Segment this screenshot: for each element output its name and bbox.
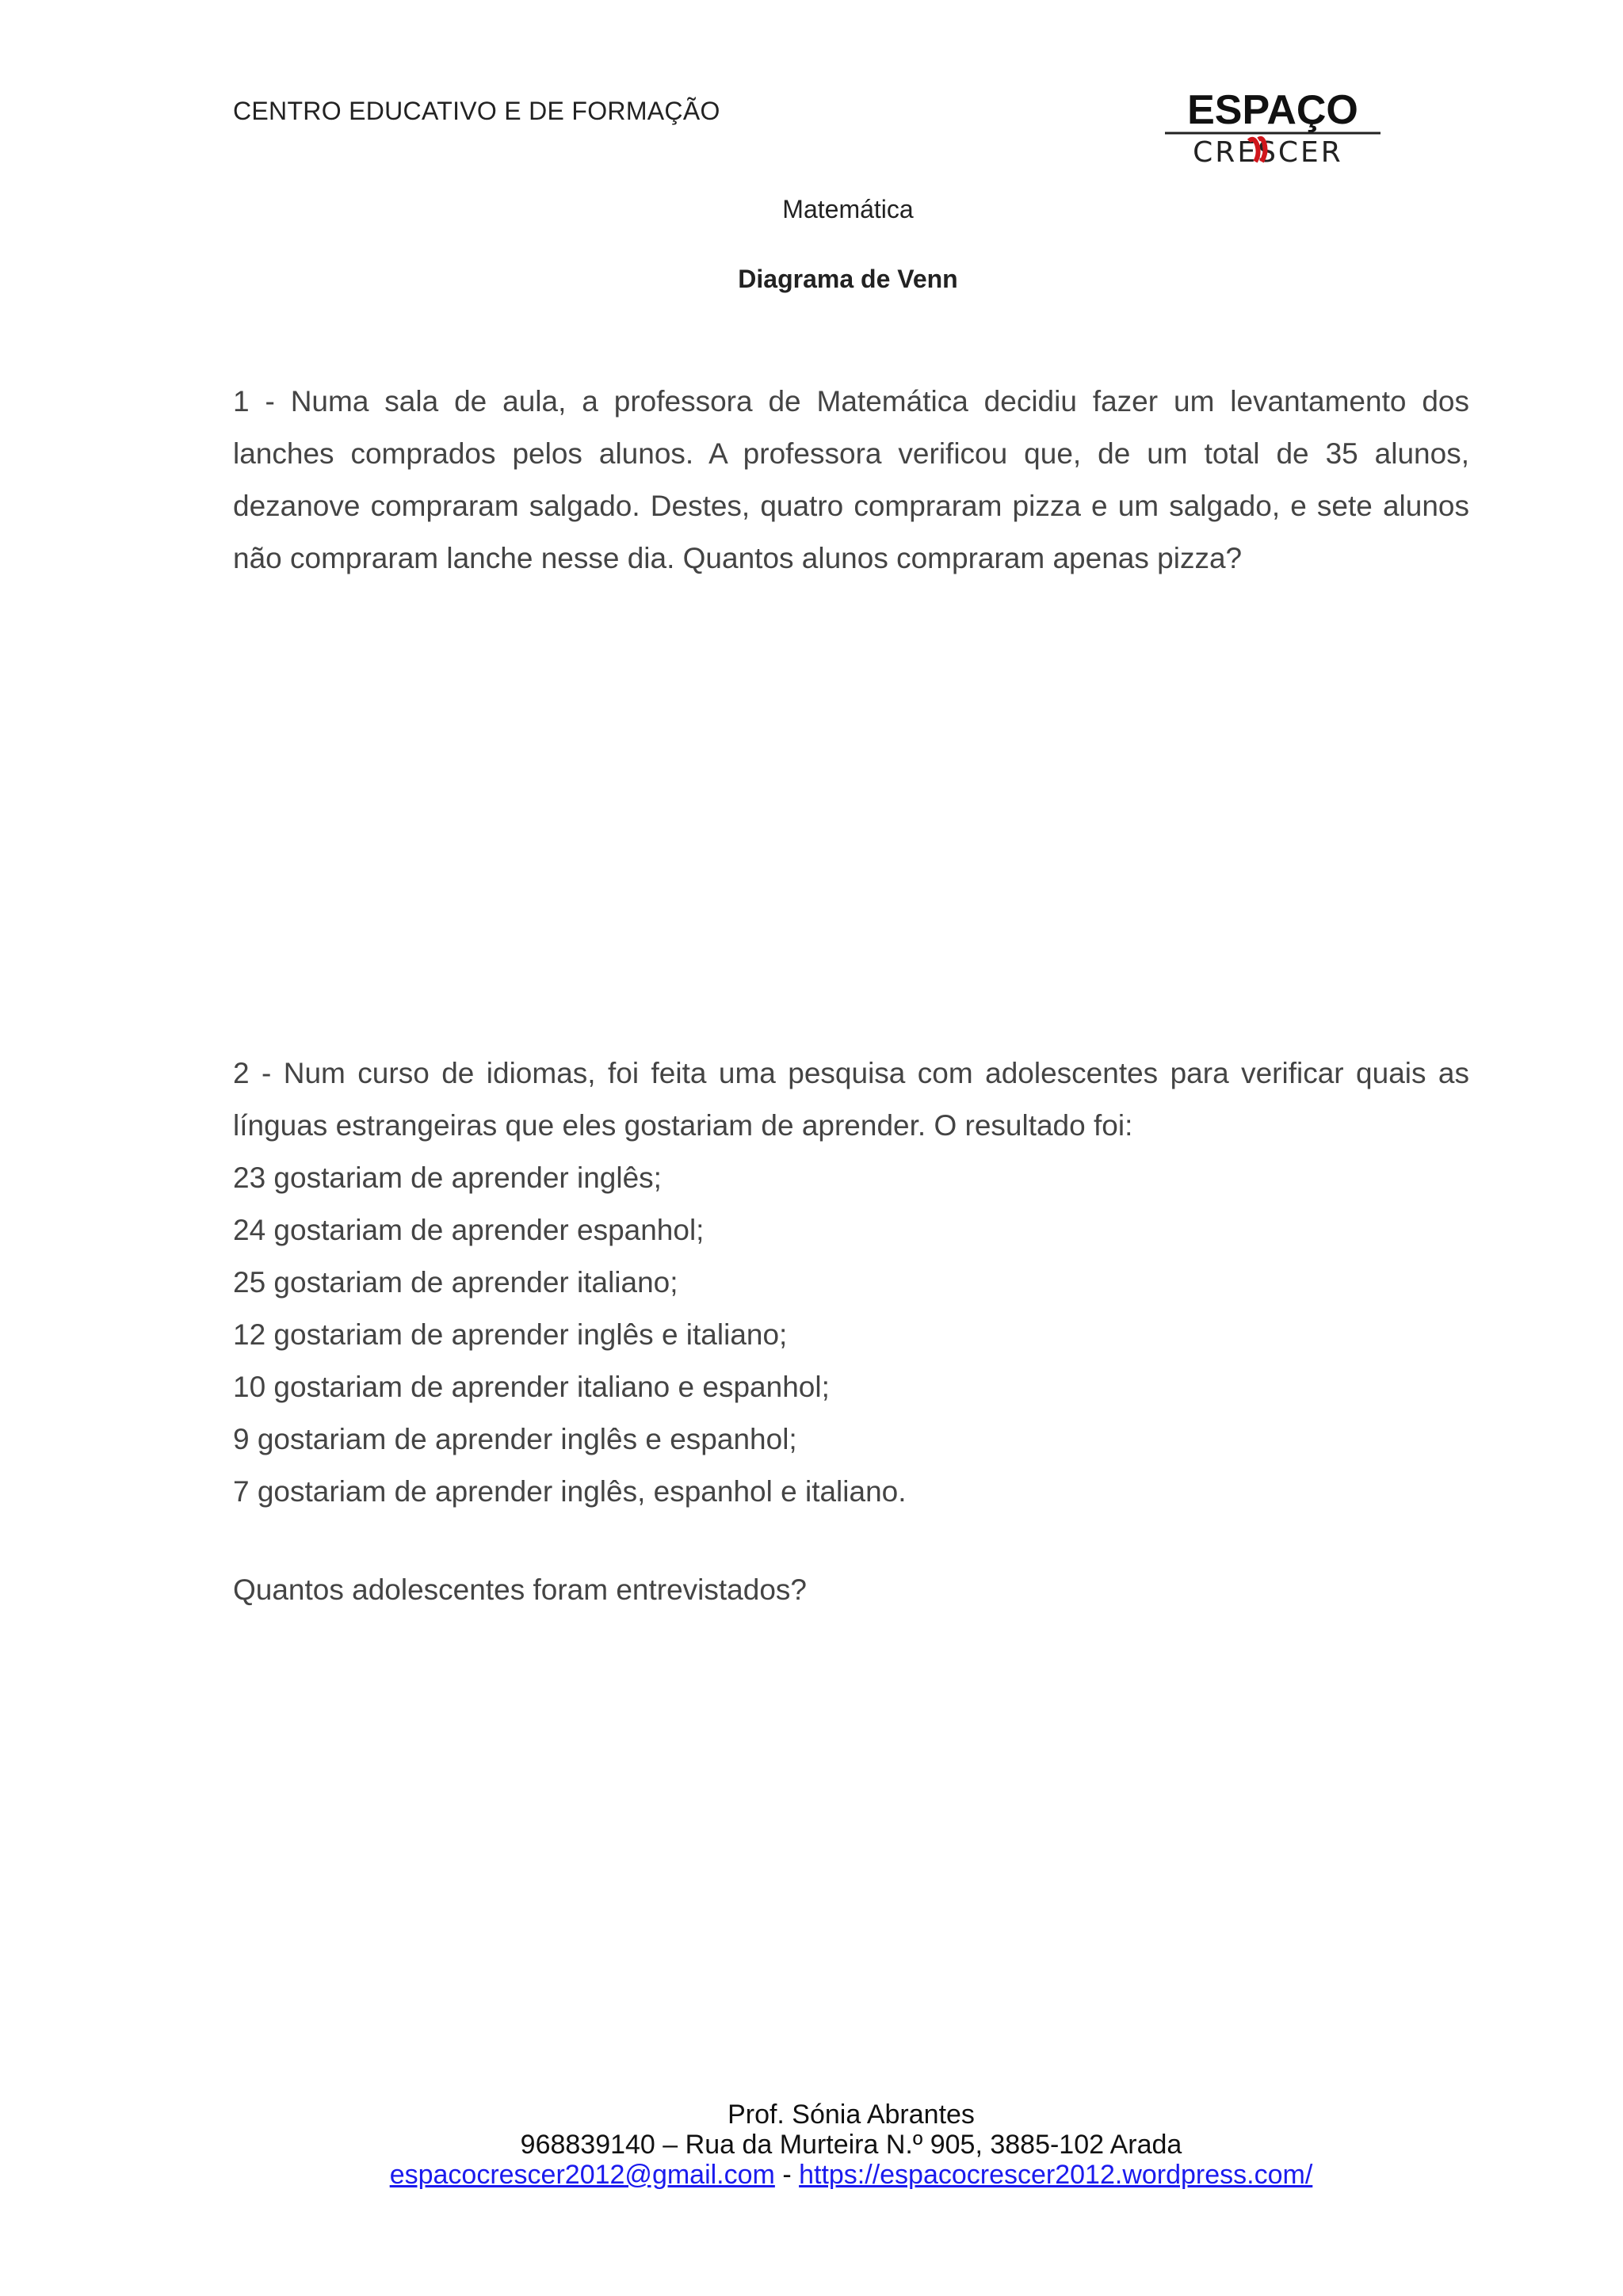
link-separator: - bbox=[774, 2160, 800, 2190]
list-item: 12 gostariam de aprender inglês e italiano; bbox=[233, 1318, 788, 1351]
logo-top-text: ESPAÇO bbox=[1187, 89, 1358, 133]
logo-bottom-text: CRESCER bbox=[1193, 136, 1343, 168]
list-item: 24 gostariam de aprender espanhol; bbox=[233, 1214, 705, 1246]
question-2-question: Quantos adolescentes foram entrevistados? bbox=[233, 1573, 807, 1606]
page-footer bbox=[0, 2100, 1623, 2190]
institution-name: CENTRO EDUCATIVO E DE FORMAÇÃO bbox=[233, 97, 720, 125]
contact-address: 968839140 – Rua da Murteira N.º 905, 3885-102 Arada bbox=[520, 2130, 1182, 2160]
subject-label: Matemática bbox=[782, 195, 914, 223]
page-title: Diagrama de Venn bbox=[738, 265, 958, 293]
footer-links bbox=[0, 2160, 1623, 2190]
email-link[interactable]: espacocrescer2012@gmail.com bbox=[389, 2160, 775, 2190]
website-link[interactable]: https://espacocrescer2012.wordpress.com/ bbox=[799, 2160, 1313, 2190]
teacher-name: Prof. Sónia Abrantes bbox=[727, 2100, 975, 2130]
list-item: 10 gostariam de aprender italiano e espanhol; bbox=[233, 1371, 830, 1403]
list-item: 7 gostariam de aprender inglês, espanhol e italiano. bbox=[233, 1475, 907, 1508]
question-1-text: 1 - Numa sala de aula, a professora de Matemática decidiu fazer um levantamento dos lanches comprados pelos alunos. A professora verificou que, de um total de 35 alunos, dezanove compraram salgado. Destes, quatro compraram pizza e um salgado, e sete alunos não compraram lanche nesse dia. Quantos alunos compraram apenas pizza? bbox=[233, 385, 1469, 574]
list-item: 9 gostariam de aprender inglês e espanhol; bbox=[233, 1423, 797, 1455]
list-item: 25 gostariam de aprender italiano; bbox=[233, 1266, 678, 1299]
survey-results-list bbox=[233, 1152, 1469, 1518]
list-item: 23 gostariam de aprender inglês; bbox=[233, 1161, 662, 1194]
espaco-crescer-logo bbox=[1163, 89, 1382, 168]
question-2-intro: 2 - Num curso de idiomas, foi feita uma pesquisa com adolescentes para verificar quais as línguas estrangeiras que eles gostariam de aprender. O resultado foi: bbox=[233, 1057, 1469, 1142]
